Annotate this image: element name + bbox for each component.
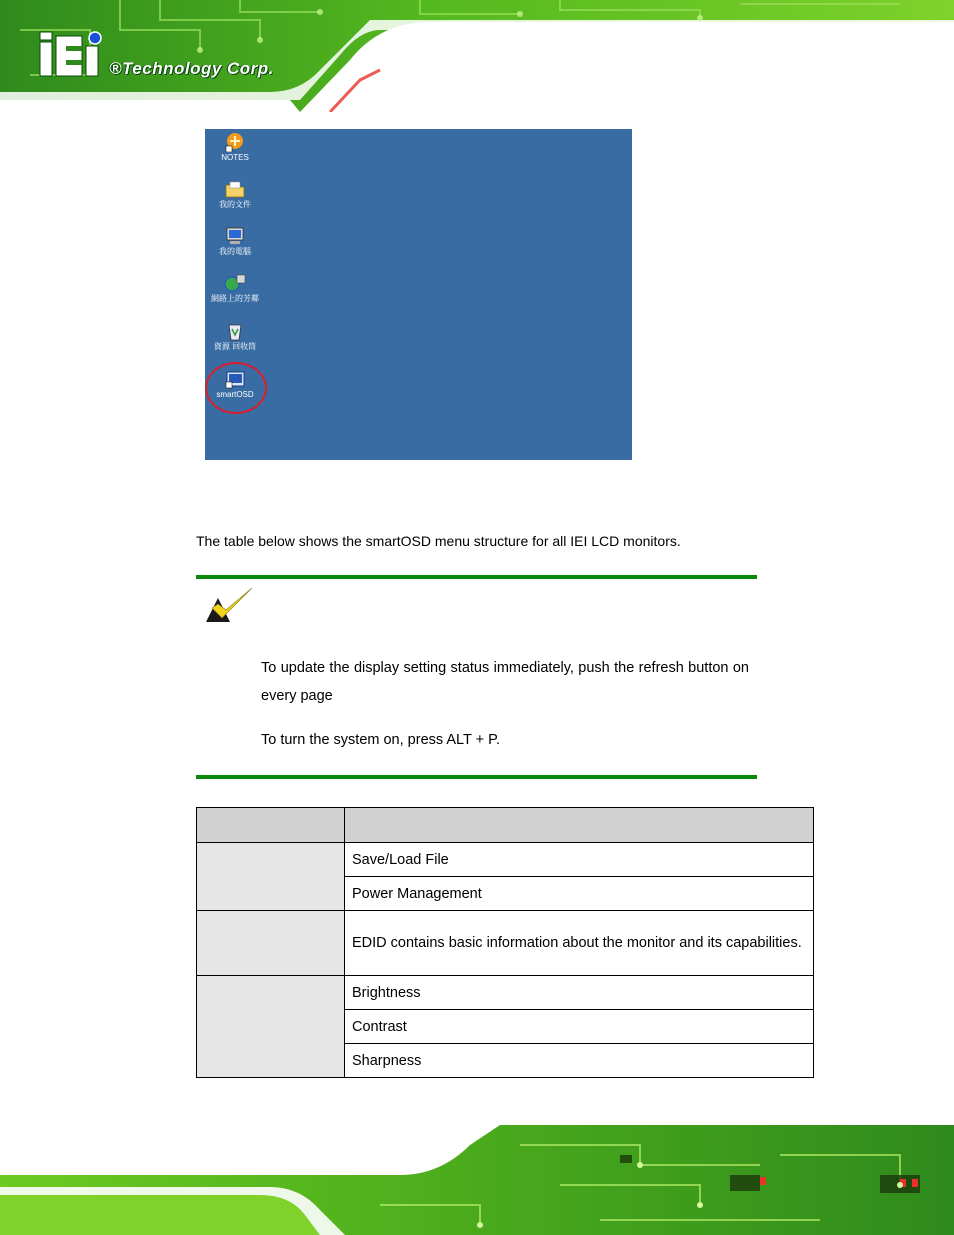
note-bottom-rule — [196, 775, 757, 779]
table-group-cell — [197, 976, 345, 1078]
table-cell: Sharpness — [345, 1044, 814, 1078]
folder-icon — [224, 179, 246, 199]
desktop-icon-label: 我的電腦 — [219, 247, 251, 256]
page-footer — [0, 1125, 954, 1235]
table-header-cell — [345, 808, 814, 843]
note-checkmark-icon — [204, 586, 254, 629]
table-cell: Save/Load File — [345, 843, 814, 877]
desktop-icon-label: NOTES — [221, 153, 249, 162]
desktop-icon-my-computer[interactable] — [205, 226, 265, 256]
network-globe-icon — [224, 273, 246, 293]
desktop-icon-notes[interactable] — [205, 132, 265, 162]
page-header — [0, 0, 954, 112]
table-cell: Brightness — [345, 976, 814, 1010]
note-top-rule — [196, 575, 757, 579]
desktop-icon-network-places[interactable] — [205, 273, 265, 303]
desktop-icon-label: 資源 回收筒 — [213, 342, 257, 351]
table-header-cell — [197, 808, 345, 843]
table-row — [197, 976, 814, 1010]
computer-icon — [224, 226, 246, 246]
table-cell: Power Management — [345, 877, 814, 911]
table-row — [197, 843, 814, 877]
menu-structure-table — [196, 807, 814, 1078]
note-paragraph: To turn the system on, press ALT + P. — [261, 732, 500, 748]
desktop-icon-label: smartOSD — [216, 390, 254, 399]
notes-icon — [224, 132, 246, 152]
company-name: ®Technology Corp. — [109, 59, 274, 78]
desktop-icon-label: 網路上的芳鄰 — [211, 294, 259, 303]
intro-paragraph: The table below shows the smartOSD menu structure for all IEI LCD monitors. — [196, 533, 681, 549]
table-group-cell — [197, 843, 345, 911]
note-paragraph: To update the display setting status immediately, push the refresh button on every page — [261, 660, 749, 704]
table-group-cell — [197, 911, 345, 976]
table-cell: Contrast — [345, 1010, 814, 1044]
recycle-bin-icon — [224, 321, 246, 341]
header-circuit-banner — [0, 0, 954, 112]
desktop-icon-recycle-bin[interactable] — [205, 321, 265, 351]
iei-logo-icon — [40, 32, 101, 76]
desktop-icon-my-documents[interactable] — [205, 179, 265, 209]
desktop-screenshot — [205, 129, 632, 460]
desktop-icon-label: 我的文件 — [219, 200, 251, 209]
highlight-circle — [205, 362, 267, 414]
table-cell: EDID contains basic information about the monitor and its capabilities. — [345, 911, 814, 976]
table-header-row — [197, 808, 814, 843]
table-row — [197, 911, 814, 976]
footer-circuit-banner — [0, 1125, 954, 1235]
